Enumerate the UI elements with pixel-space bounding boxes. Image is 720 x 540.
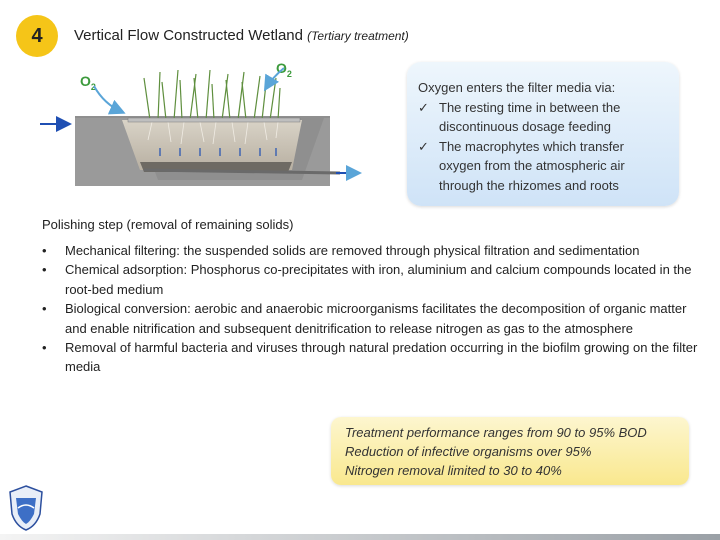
performance-line: Treatment performance ranges from 90 to 95% BOD	[345, 425, 647, 440]
callout-item: ✓ The macrophytes which transfer oxygen from the atmospheric air through the rhizomes and roots	[418, 138, 625, 193]
o2-label-right: $O_2$	[276, 60, 292, 79]
o2-arrow-left	[94, 86, 122, 112]
list-item: • Mechanical filtering: the suspended solids are removed through physical filtration and sedimentation	[42, 241, 702, 260]
bullet-icon: •	[42, 301, 47, 317]
performance-line: Nitrogen removal limited to 30 to 40%	[345, 463, 562, 478]
title-subtitle: (Tertiary treatment)	[307, 29, 409, 43]
slide-number: 4	[31, 24, 43, 47]
performance-line: Reduction of infective organisms over 95%	[345, 444, 592, 459]
title-main: Vertical Flow Constructed Wetland	[74, 27, 303, 44]
section-heading: Polishing step (removal of remaining solids)	[42, 217, 294, 232]
list-item: • Removal of harmful bacteria and viruses through natural predation occurring in the biofilm growing on the filter media	[42, 340, 698, 375]
organization-logo	[6, 484, 46, 532]
list-item: • Chemical adsorption: Phosphorus co-precipitates with iron, aluminium and calcium compounds located in the root-bed medium	[42, 262, 692, 297]
reed-plants	[144, 70, 280, 120]
slide-title	[74, 27, 409, 44]
bullet-icon: •	[42, 243, 47, 258]
o2-label-left: $O_2$	[80, 73, 96, 92]
check-icon: ✓	[418, 99, 429, 115]
oxygen-callout-box	[407, 62, 679, 206]
bullet-icon: •	[42, 340, 47, 356]
slide-number-badge	[16, 15, 58, 57]
check-icon: ✓	[418, 138, 429, 154]
callout-intro: Oxygen enters the filter media via:	[418, 80, 616, 95]
process-bullet-list	[42, 241, 702, 377]
callout-item: ✓ The resting time in between the discontinuous dosage feeding	[418, 99, 621, 134]
performance-highlight-box	[331, 417, 689, 485]
bullet-icon: •	[42, 262, 47, 278]
wetland-cross-section-diagram	[40, 58, 370, 188]
distribution-pipe	[128, 118, 300, 122]
list-item: • Biological conversion: aerobic and anaerobic microorganisms facilitates the decomposition of organic matter and enable nitrification and subsequent denitrification to release nitrogen as gas to the atmosphere	[42, 301, 687, 336]
footer-bar	[0, 534, 720, 540]
